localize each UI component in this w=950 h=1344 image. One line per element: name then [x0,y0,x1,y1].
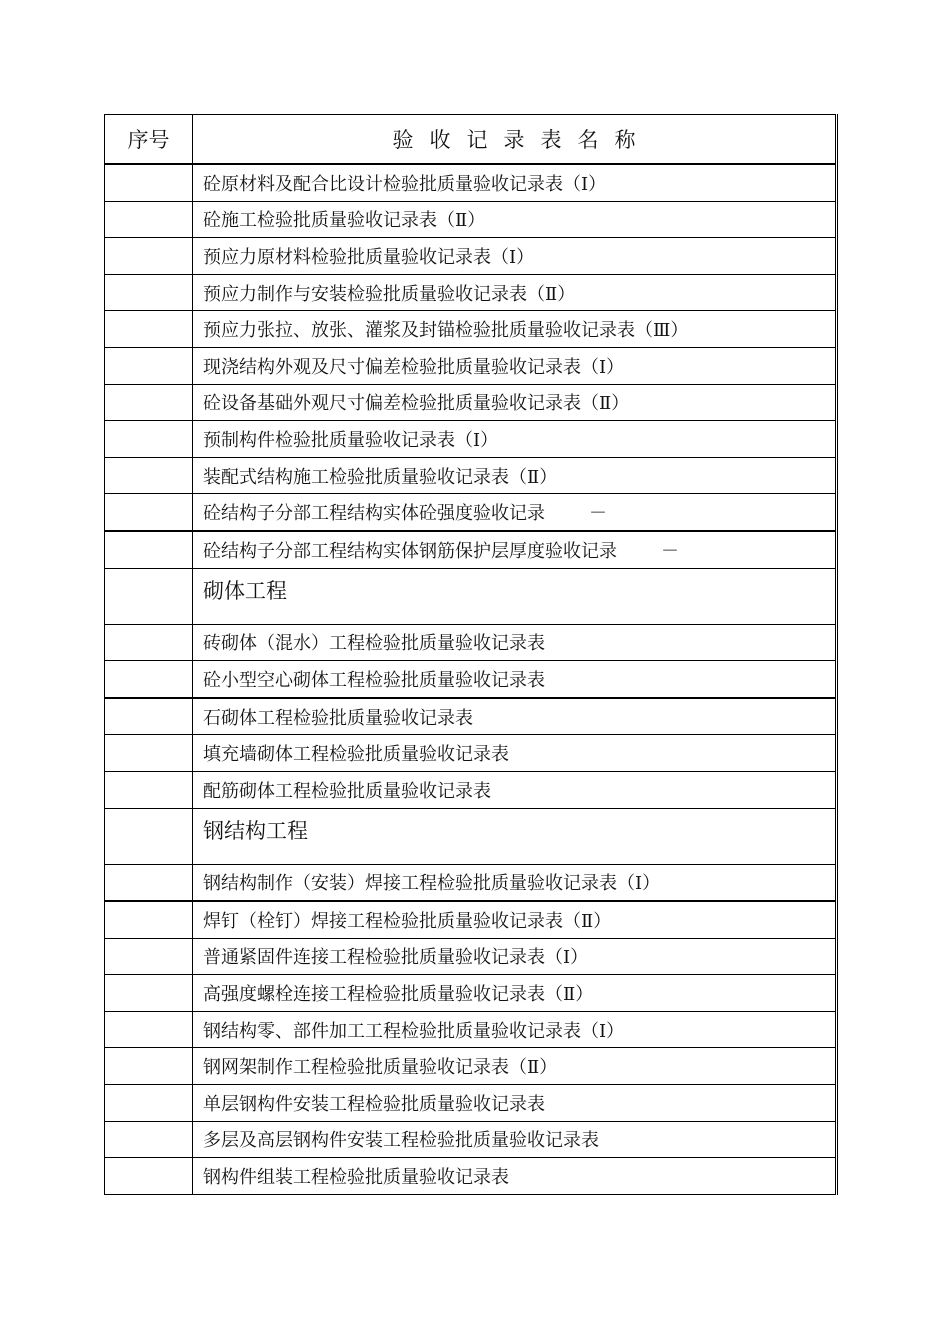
dash-mark: － [589,503,607,525]
table-row [105,1121,837,1158]
record-name-cell: 现浇结构外观及尺寸偏差检验批质量验收记录表（Ⅰ） [193,347,837,384]
section-row-steel [105,808,837,864]
table-row [105,698,837,735]
serial-cell [105,531,193,568]
record-name-cell: 配筋砌体工程检验批质量验收记录表 [193,771,837,808]
serial-cell [105,1085,193,1122]
record-name-cell: 砼小型空心砌体工程检验批质量验收记录表 [193,661,837,698]
serial-cell [105,1158,193,1195]
table-row [105,238,837,275]
serial-cell [105,808,193,864]
record-name-text: 砼结构子分部工程结构实体砼强度验收记录 [203,503,545,525]
table-row [105,1158,837,1195]
table-row [105,457,837,494]
acceptance-record-table [104,114,838,1195]
table-row [105,1085,837,1122]
serial-cell [105,698,193,735]
record-name-cell: 钢结构零、部件加工工程检验批质量验收记录表（Ⅰ） [193,1011,837,1048]
table-row [105,494,837,531]
table-row [105,421,837,458]
serial-cell [105,421,193,458]
serial-cell [105,274,193,311]
section-heading: 钢结构工程 [193,808,837,864]
record-name-cell: 预应力张拉、放张、灌浆及封锚检验批质量验收记录表（Ⅲ） [193,311,837,348]
record-name-cell: 多层及高层钢构件安装工程检验批质量验收记录表 [193,1121,837,1158]
dash-mark: － [661,540,679,562]
table-row [105,938,837,975]
section-row-masonry [105,568,837,624]
table-row [105,864,837,901]
record-name-cell: 预制构件检验批质量验收记录表（Ⅰ） [193,421,837,458]
record-name-cell: 焊钉（栓钉）焊接工程检验批质量验收记录表（Ⅱ） [193,901,837,938]
record-name-cell: 石砌体工程检验批质量验收记录表 [193,698,837,735]
serial-cell [105,201,193,238]
table-row [105,901,837,938]
record-name-cell: 砼原材料及配合比设计检验批质量验收记录表（Ⅰ） [193,164,837,201]
table-row [105,624,837,661]
serial-cell [105,311,193,348]
record-name-cell [193,494,837,531]
record-name-cell: 钢结构制作（安装）焊接工程检验批质量验收记录表（Ⅰ） [193,864,837,901]
table-row [105,347,837,384]
record-name-cell: 砼设备基础外观尺寸偏差检验批质量验收记录表（Ⅱ） [193,384,837,421]
table-row [105,975,837,1012]
table-row [105,311,837,348]
table-row [105,164,837,201]
serial-cell [105,938,193,975]
record-name-cell: 单层钢构件安装工程检验批质量验收记录表 [193,1085,837,1122]
serial-cell [105,1011,193,1048]
serial-cell [105,901,193,938]
serial-cell [105,771,193,808]
record-name-text: 砼结构子分部工程结构实体钢筋保护层厚度验收记录 [203,540,617,562]
serial-cell [105,661,193,698]
table-header-row [105,115,837,165]
record-name-cell: 填充墙砌体工程检验批质量验收记录表 [193,735,837,772]
record-name-cell [193,531,837,568]
record-name-cell: 预应力原材料检验批质量验收记录表（Ⅰ） [193,238,837,275]
record-name-cell: 砼施工检验批质量验收记录表（Ⅱ） [193,201,837,238]
serial-cell [105,1121,193,1158]
table-row [105,384,837,421]
record-name-cell: 装配式结构施工检验批质量验收记录表（Ⅱ） [193,457,837,494]
record-name-cell: 高强度螺栓连接工程检验批质量验收记录表（Ⅱ） [193,975,837,1012]
table-row [105,274,837,311]
table-row [105,771,837,808]
record-name-cell: 砖砌体（混水）工程检验批质量验收记录表 [193,624,837,661]
header-serial-number: 序号 [105,115,193,165]
record-name-cell: 钢网架制作工程检验批质量验收记录表（Ⅱ） [193,1048,837,1085]
serial-cell [105,238,193,275]
serial-cell [105,384,193,421]
serial-cell [105,568,193,624]
serial-cell [105,494,193,531]
header-record-name: 验收记录表名称 [193,115,837,165]
record-name-cell: 钢构件组装工程检验批质量验收记录表 [193,1158,837,1195]
serial-cell [105,347,193,384]
table-row [105,1048,837,1085]
record-name-cell: 普通紧固件连接工程检验批质量验收记录表（Ⅰ） [193,938,837,975]
serial-cell [105,864,193,901]
serial-cell [105,1048,193,1085]
serial-cell [105,624,193,661]
table-row [105,735,837,772]
record-name-cell: 预应力制作与安装检验批质量验收记录表（Ⅱ） [193,274,837,311]
table-row [105,1011,837,1048]
section-heading: 砌体工程 [193,568,837,624]
table-row [105,661,837,698]
serial-cell [105,735,193,772]
table-row [105,201,837,238]
table-row [105,531,837,568]
serial-cell [105,164,193,201]
serial-cell [105,975,193,1012]
serial-cell [105,457,193,494]
